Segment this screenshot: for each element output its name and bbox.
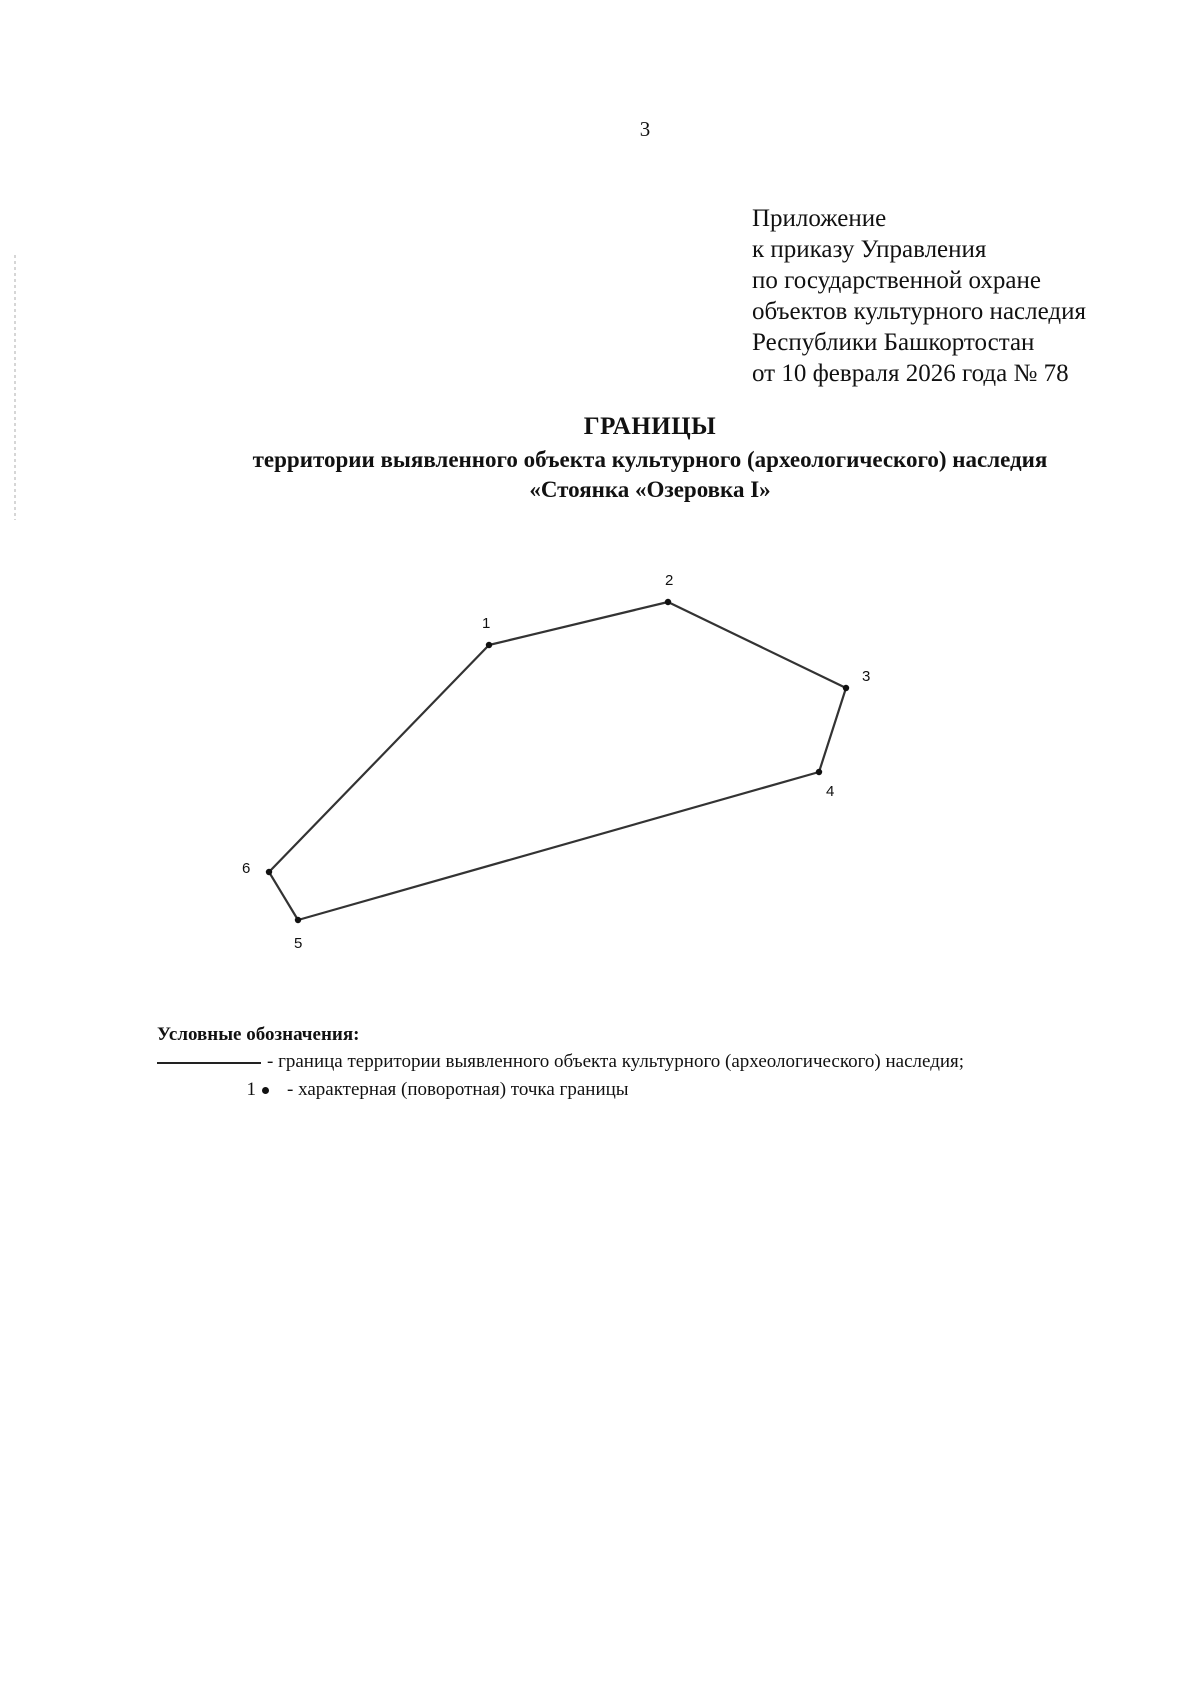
- page-number: 3: [639, 117, 651, 141]
- appendix-line: к приказу Управления: [752, 236, 987, 263]
- legend-boundary-row: [157, 1050, 1133, 1074]
- document-subtitle: территории выявленного объекта культурного (археологического) наследия: [252, 447, 1048, 472]
- boundary-point-label-4: 4: [826, 783, 835, 800]
- boundary-point-1: [486, 642, 492, 648]
- appendix-line: Республики Башкортостан: [752, 329, 1035, 356]
- boundary-point-3: [843, 685, 849, 691]
- boundary-point-2: [665, 599, 671, 605]
- boundary-point-label-6: 6: [242, 860, 251, 877]
- boundary-point-label-5: 5: [294, 935, 303, 952]
- boundary-polygon: [269, 602, 846, 920]
- legend-heading: Условные обозначения:: [157, 1024, 360, 1045]
- boundary-point-4: [816, 769, 822, 775]
- legend-line-sample: [157, 1062, 261, 1064]
- appendix-line: по государственной охране: [752, 267, 1042, 294]
- boundary-point-label-1: 1: [482, 615, 491, 632]
- appendix-line: объектов культурного наследия: [752, 298, 1086, 325]
- appendix-line: от 10 февраля 2026 года № 78: [752, 360, 1069, 387]
- legend-point-text: - характерная (поворотная) точка границы: [287, 1079, 629, 1100]
- boundary-point-6: [266, 869, 272, 875]
- legend-point-sample-label: 1: [246, 1079, 256, 1100]
- object-name: «Стоянка «Озеровка I»: [529, 477, 771, 502]
- legend-boundary-text: - граница территории выявленного объекта культурного (археологического) наследия;: [267, 1051, 965, 1072]
- document-title: ГРАНИЦЫ: [583, 413, 717, 440]
- appendix-line: Приложение: [752, 205, 887, 232]
- legend-point-dot: [262, 1087, 269, 1094]
- legend: [157, 1024, 1133, 1102]
- legend-point-row: [157, 1078, 1133, 1102]
- boundary-point-5: [295, 917, 301, 923]
- boundary-point-label-3: 3: [862, 668, 871, 685]
- boundary-point-label-2: 2: [665, 572, 674, 589]
- legend-point-sample: [157, 1078, 269, 1102]
